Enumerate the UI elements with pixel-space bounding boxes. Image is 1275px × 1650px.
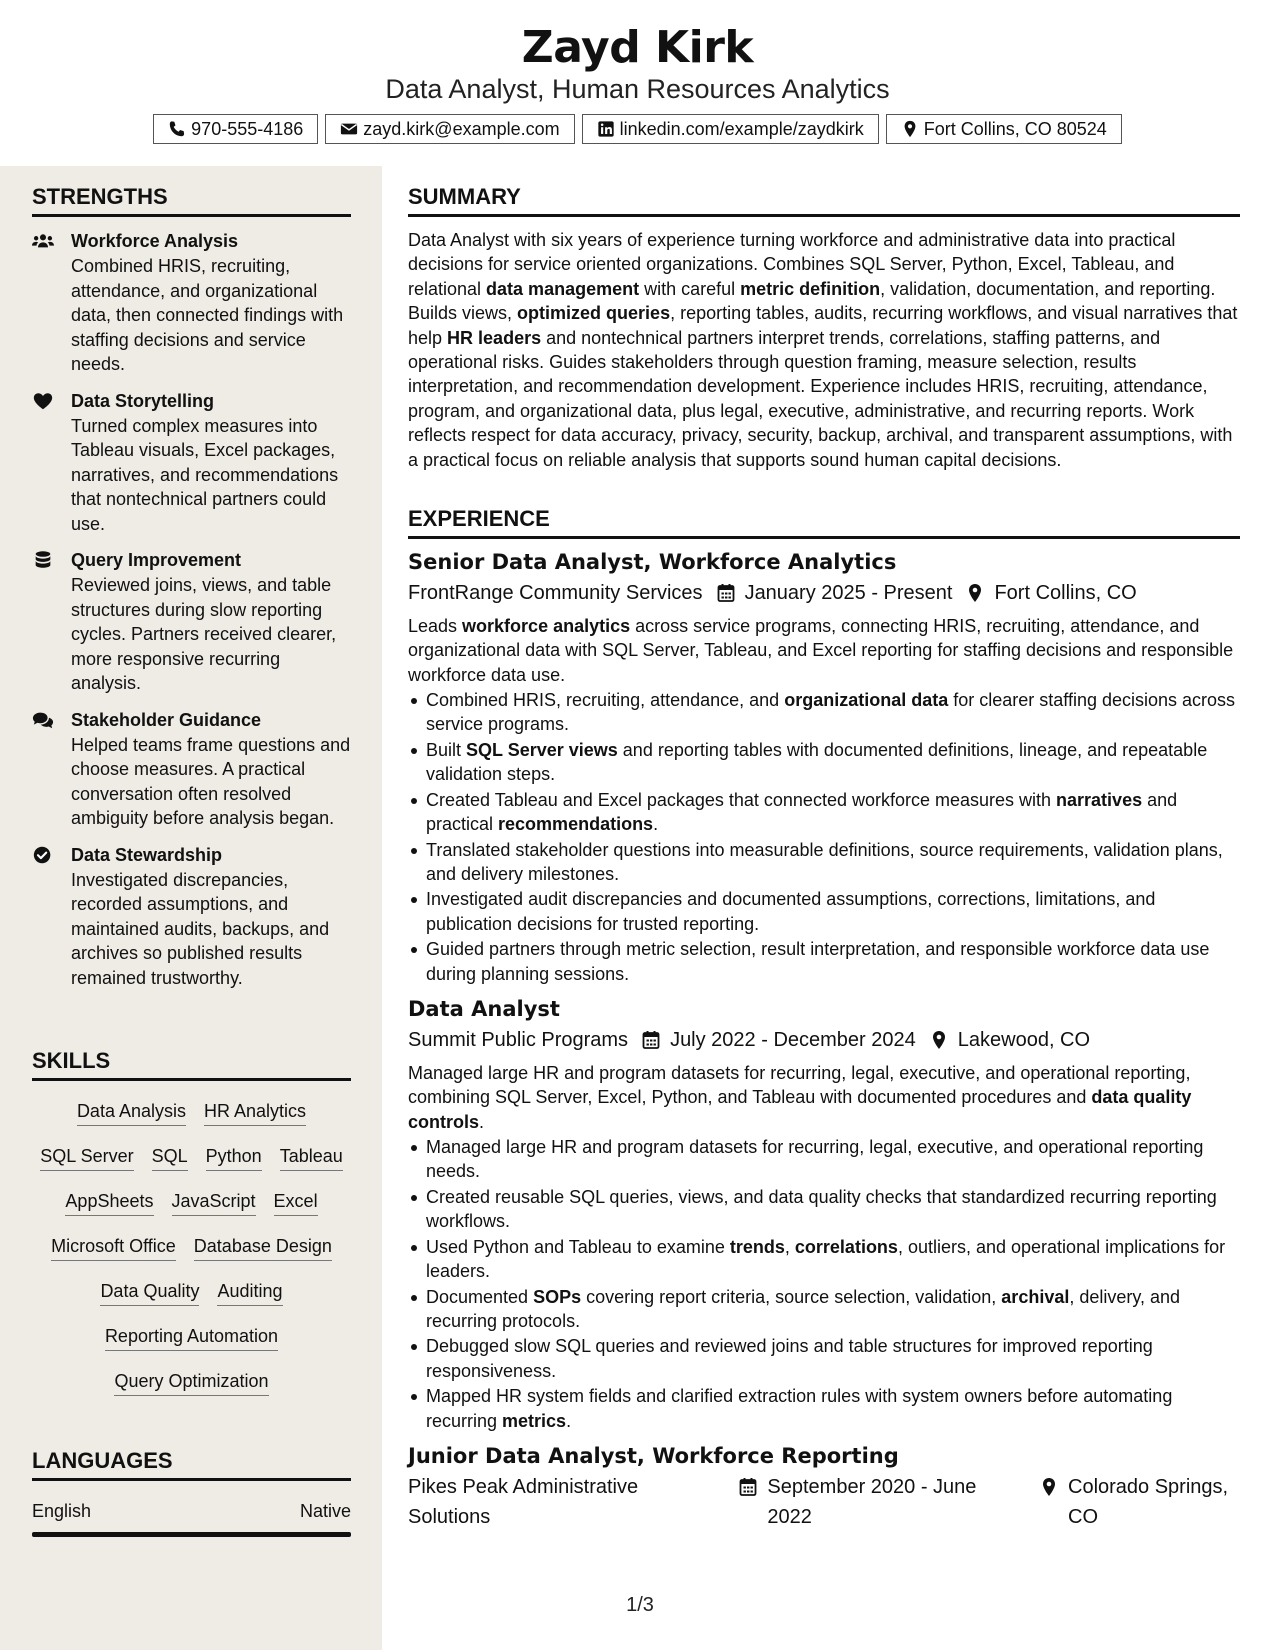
strengths-heading: STRENGTHS	[32, 184, 351, 217]
job-company: FrontRange Community Services	[408, 582, 703, 604]
language-name: English	[32, 1501, 92, 1521]
job-entry	[408, 994, 1240, 1433]
skill-tag: SQL Server	[40, 1146, 133, 1171]
strength-item	[32, 229, 351, 377]
skill-tag: SQL	[152, 1146, 188, 1171]
job-location-text: Colorado Springs, CO	[1068, 1475, 1229, 1528]
job-description: Managed large HR and program datasets for recurring, legal, executive, and operational reporting, combining SQL Server, Excel, Python, and Tableau with documented procedures and data quality controls.	[408, 1062, 1192, 1132]
contact-location-text: Fort Collins, CO 80524	[923, 118, 1107, 139]
contact-linkedin[interactable]	[582, 114, 879, 144]
candidate-title: Data Analyst, Human Resources Analytics	[385, 74, 890, 104]
job-list	[408, 547, 1240, 1532]
experience-heading: EXPERIENCE	[408, 506, 1240, 539]
job-entry	[408, 547, 1240, 986]
contact-phone[interactable]	[153, 114, 318, 144]
contact-phone-text: 970-555-4186	[191, 118, 304, 139]
strength-desc: Combined HRIS, recruiting, attendance, and organizational data, then connected findings with staffing decisions and service needs.	[71, 256, 344, 374]
skill-row	[32, 1271, 351, 1316]
job-dates	[717, 578, 953, 608]
check-circle-icon	[32, 845, 54, 865]
experience-section	[408, 506, 1240, 1532]
resume-header	[0, 0, 1275, 166]
languages-heading: LANGUAGES	[32, 1448, 351, 1481]
job-bullet: Investigated audit discrepancies and documented assumptions, corrections, limitations, and publication decisions for trusted reporting.	[408, 887, 1240, 936]
strength-desc: Turned complex measures into Tableau visuals, Excel packages, narratives, and recommendations that nontechnical partners could use.	[71, 415, 339, 534]
strength-title: Data Storytelling	[71, 390, 215, 411]
skill-tag: JavaScript	[172, 1191, 256, 1216]
skill-tag: Excel	[274, 1191, 318, 1216]
contact-location[interactable]	[886, 114, 1122, 144]
skill-row	[32, 1136, 351, 1181]
job-bullets	[408, 1135, 1240, 1433]
job-dates	[642, 1025, 916, 1055]
skill-tag: HR Analytics	[204, 1101, 306, 1126]
skills-heading: SKILLS	[32, 1048, 351, 1081]
job-bullet: Mapped HR system fields and clarified extraction rules with system owners before automating recurring metrics.	[408, 1384, 1240, 1433]
skill-row	[32, 1316, 351, 1361]
contact-linkedin-text: linkedin.com/example/zaydkirk	[619, 118, 864, 139]
skill-tag: Data Analysis	[77, 1101, 186, 1126]
job-bullet: Guided partners through metric selection, result interpretation, and responsible workforce data use during planning sessions.	[408, 937, 1240, 986]
skill-tag: Database Design	[194, 1236, 332, 1261]
job-description: Leads workforce analytics across service programs, connecting HRIS, recruiting, attendance, and organizational data with SQL Server, Tableau, and Excel reporting for staffing decisions and responsible workforce data use.	[408, 616, 1234, 685]
language-row	[32, 1501, 351, 1522]
job-bullet: Debugged slow SQL queries and reviewed joins and table structures for improved reporting responsiveness.	[408, 1334, 1240, 1383]
job-bullet: Created reusable SQL queries, views, and data quality checks that standardized recurring reporting workflows.	[408, 1185, 1240, 1234]
calendar-icon	[739, 1477, 757, 1497]
job-entry	[408, 1441, 1240, 1532]
strengths-section	[32, 184, 351, 990]
skills-section	[32, 1048, 351, 1406]
job-dates	[739, 1472, 1026, 1532]
job-dates-text: January 2025 - Present	[744, 582, 953, 604]
skill-row	[32, 1091, 351, 1136]
job-bullet: Translated stakeholder questions into measurable definitions, source requirements, validation plans, and delivery milestones.	[408, 838, 1240, 887]
contact-email[interactable]	[325, 114, 574, 144]
strength-title: Data Stewardship	[71, 844, 223, 865]
skill-tag: Auditing	[217, 1281, 282, 1306]
job-meta	[408, 578, 1240, 608]
job-bullet: Built SQL Server views and reporting tables with documented definitions, lineage, and repeatable validation steps.	[408, 738, 1240, 787]
heart-icon	[32, 391, 54, 411]
strength-title: Stakeholder Guidance	[71, 709, 262, 730]
job-title: Junior Data Analyst, Workforce Reporting	[408, 1443, 899, 1468]
strength-item	[32, 389, 351, 537]
job-meta	[408, 1472, 1240, 1532]
job-dates-text: September 2020 - June 2022	[767, 1475, 977, 1528]
summary-text: Data Analyst with six years of experience turning workforce and administrative data into practical decisions for service oriented organizations. Combines SQL Server, Python, Excel, Tableau, and relational data management with careful metric definition, validation, documentation, and reporting. Builds views, optimized queries, reporting tables, audits, recurring workflows, and visual narratives that help HR leaders and nontechnical partners interpret trends, correlations, staffing patterns, and operational risks. Guides stakeholders through question framing, measure selection, results interpretation, and recommendation development. Experience includes HRIS, recruiting, attendance, program, and organizational data, plus legal, executive, administrative, and recurring reports. Work reflects respect for data accuracy, privacy, security, backup, archival, and transparent assumptions, with a practical focus on reliable analysis that supports sound human capital decisions.	[408, 230, 1238, 470]
phone-icon	[168, 120, 186, 138]
job-bullet: Documented SOPs covering report criteria, source selection, validation, archival, delivery, and recurring protocols.	[408, 1285, 1240, 1334]
job-location	[1040, 1472, 1240, 1532]
job-title: Data Analyst	[408, 996, 560, 1021]
envelope-icon	[340, 120, 358, 138]
skill-tag: Data Quality	[100, 1281, 199, 1306]
linkedin-icon	[597, 120, 615, 138]
strength-item	[32, 708, 351, 831]
users-icon	[32, 231, 54, 251]
strength-desc: Investigated discrepancies, recorded assumptions, and maintained audits, backups, and archives so published results remained trustworthy.	[71, 869, 330, 988]
job-bullet: Created Tableau and Excel packages that connected workforce measures with narratives and practical recommendations.	[408, 788, 1240, 837]
map-pin-icon	[966, 583, 984, 603]
strength-desc: Helped teams frame questions and choose measures. A practical conversation often resolved ambiguity before analysis began.	[71, 734, 351, 828]
skill-tag: Query Optimization	[114, 1371, 268, 1396]
job-title: Senior Data Analyst, Workforce Analytics	[408, 550, 897, 574]
job-location-text: Lakewood, CO	[957, 1028, 1091, 1051]
languages-section	[32, 1448, 351, 1537]
skill-tag: Tableau	[280, 1146, 343, 1171]
job-company: Summit Public Programs	[408, 1028, 629, 1051]
contact-bar	[0, 114, 1275, 144]
map-pin-icon	[930, 1030, 948, 1050]
language-proficiency-bar	[32, 1532, 351, 1537]
strength-item	[32, 548, 351, 696]
job-location	[966, 578, 1136, 608]
skill-tag: Reporting Automation	[105, 1326, 278, 1351]
candidate-name: Zayd Kirk	[521, 22, 754, 73]
job-dates-text: July 2022 - December 2024	[670, 1028, 916, 1051]
calendar-icon	[717, 583, 735, 603]
skill-tags	[32, 1091, 351, 1406]
job-company: Pikes Peak Administrative Solutions	[408, 1475, 639, 1528]
skill-row	[32, 1181, 351, 1226]
comments-icon	[32, 710, 54, 730]
strength-title: Workforce Analysis	[71, 231, 239, 251]
page-number: 1/3	[626, 1594, 654, 1616]
job-location	[930, 1025, 1090, 1055]
job-location-text: Fort Collins, CO	[994, 582, 1137, 604]
map-pin-icon	[1040, 1477, 1058, 1497]
skill-row	[32, 1361, 351, 1406]
job-bullet: Managed large HR and program datasets for recurring, legal, executive, and operational reporting needs.	[408, 1135, 1240, 1184]
skill-tag: Microsoft Office	[51, 1236, 176, 1261]
skill-tag: AppSheets	[65, 1191, 153, 1216]
job-bullets	[408, 688, 1240, 986]
job-bullet: Combined HRIS, recruiting, attendance, and organizational data for clearer staffing decisions across service programs.	[408, 688, 1240, 737]
summary-section	[408, 184, 1240, 472]
language-level: Native	[299, 1501, 351, 1521]
job-bullet: Used Python and Tableau to examine trends, correlations, outliers, and operational implications for leaders.	[408, 1235, 1240, 1284]
strength-item	[32, 843, 351, 991]
skill-tag: Python	[206, 1146, 262, 1171]
sidebar	[0, 166, 382, 1650]
map-pin-icon	[901, 120, 919, 138]
strength-desc: Reviewed joins, views, and table structures during slow reporting cycles. Partners received clearer, more responsive recurring analysis.	[71, 575, 337, 693]
contact-email-text: zayd.kirk@example.com	[363, 118, 560, 139]
database-icon	[32, 550, 54, 570]
calendar-icon	[642, 1030, 660, 1050]
summary-heading: SUMMARY	[408, 184, 1240, 217]
skill-row	[32, 1226, 351, 1271]
strength-title: Query Improvement	[71, 550, 242, 570]
job-meta	[408, 1025, 1240, 1055]
